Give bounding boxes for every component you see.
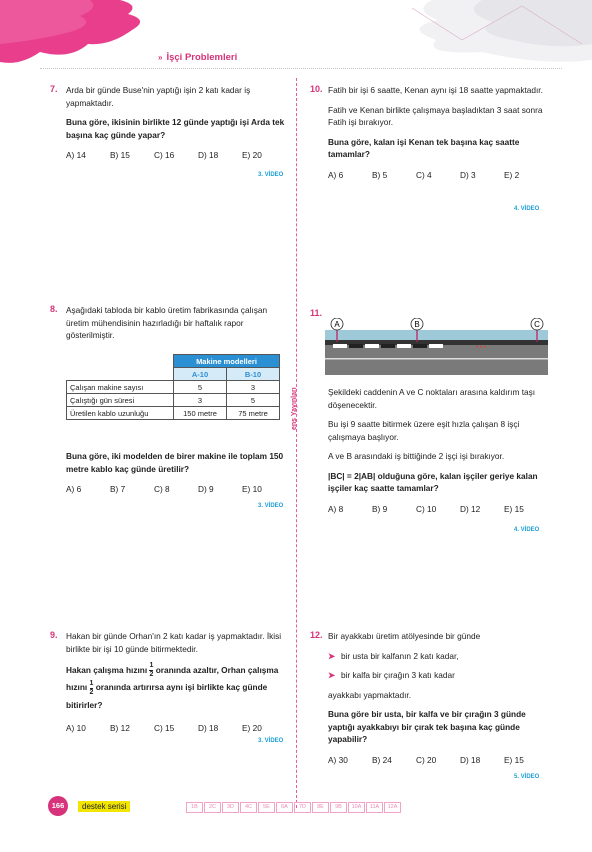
table-row: Üretilen kablo uzunluğu 150 metre 75 metre [67, 407, 280, 420]
question-number: 7. [50, 84, 58, 94]
answer-key-item: 5E [258, 802, 275, 813]
question-text: Hakan bir günde Orhan'ın 2 katı kadar iş yapmaktadır. İkisi birlikte bir işi 10 günde bitirmektedir. [66, 631, 282, 654]
options [66, 483, 288, 496]
answer-key-item: 7D [294, 802, 311, 813]
point-c-label: C [534, 320, 540, 329]
option[interactable]: A) 30 [328, 754, 348, 765]
ellipsis-dots: • • • [476, 345, 486, 351]
arrow-right-icon: ➤ [328, 650, 335, 661]
option[interactable]: A) 6 [328, 169, 344, 180]
answer-key-item: 10A [348, 802, 365, 813]
options [328, 754, 550, 767]
publisher-label: ens Yayınları [291, 387, 298, 430]
question-text: A ve B arasındaki iş bittiğinde 2 işçi işi bırakıyor. [328, 451, 505, 461]
answer-key-item: 11A [366, 802, 383, 813]
options [66, 722, 288, 735]
question-number: 8. [50, 304, 58, 314]
question-prompt: Buna göre, kalan işi Kenan tek başına kaç saatte tamamlar? [328, 136, 520, 159]
point-a-label: A [334, 320, 340, 329]
options [66, 149, 288, 162]
option[interactable]: A) 6 [66, 484, 82, 494]
options [328, 169, 550, 182]
question-text: ayakkabı yapmaktadır. [328, 689, 412, 700]
question-prompt: Buna göre, iki modelden de birer makine ile toplam 150 metre kablo kaç günde üretilir? [66, 451, 284, 474]
answer-key [186, 802, 402, 813]
question-number: 10. [310, 84, 323, 94]
option[interactable]: A) 8 [328, 503, 344, 514]
fraction: $\frac{1}{2}$ [149, 662, 154, 679]
answer-key-item: 2C [204, 802, 221, 813]
fraction: $\frac{1}{2}$ [89, 679, 94, 696]
question-10 [328, 84, 550, 181]
arrow-right-icon: ➤ [328, 670, 335, 680]
option[interactable]: B) 24 [372, 754, 392, 765]
option[interactable]: B) 12 [110, 722, 130, 733]
page-number: 166 [48, 796, 68, 816]
option[interactable]: D) 9 [198, 484, 214, 494]
question-prompt: |BC| = 2|AB| olduğuna göre, kalan işçiler geriye kalan işçiler kaç saatte tamamlar? [328, 470, 538, 493]
chevron-right-icon: » [158, 53, 163, 62]
question-prompt: Buna göre, ikisinin birlikte 12 günde yaptığı işi Arda tek başına kaç günde yapar? [66, 117, 285, 140]
answer-key-item: 3D [222, 802, 239, 813]
question-text: Şekildeki caddenin A ve C noktaları arasına kaldırım taşı döşenecektir. [328, 387, 536, 410]
option[interactable]: D) 12 [460, 503, 481, 514]
option[interactable]: B) 5 [372, 169, 388, 180]
question-text: Arda bir günde Buse'nin yaptığı işin 2 katı kadar iş yapmaktadır. [66, 85, 251, 108]
answer-key-item: 8E [312, 802, 329, 813]
bullet-item: ➤ bir kalfa bir çırağın 3 katı kadar [328, 670, 455, 680]
option[interactable]: D) 18 [198, 150, 219, 160]
question-text: Fatih ve Kenan birlikte çalışmaya başladıktan 3 saat sonra Fatih işi bırakıyor. [328, 104, 543, 127]
option[interactable]: C) 16 [154, 150, 175, 160]
option[interactable]: A) 14 [66, 150, 86, 160]
answer-key-item: 4C [240, 802, 257, 813]
machine-table [66, 354, 280, 420]
answer-key-item: 12A [384, 802, 401, 813]
question-8 [66, 304, 288, 349]
question-11 [328, 386, 550, 515]
option[interactable]: B) 9 [372, 503, 388, 514]
option[interactable]: C) 10 [416, 503, 437, 514]
option[interactable]: C) 8 [154, 484, 170, 494]
question-9 [66, 630, 288, 734]
option[interactable]: E) 2 [504, 169, 520, 180]
question-text: Bir ayakkabı üretim atölyesinde bir günde [328, 631, 481, 641]
question-text: Bu işi 9 saatte bitirmek üzere eşit hızla çalışan 8 işçi çalışmaya başlıyor. [328, 419, 520, 442]
option[interactable]: C) 15 [154, 722, 175, 733]
series-label: destek serisi [78, 801, 130, 812]
option[interactable]: D) 3 [460, 169, 476, 180]
option[interactable]: E) 15 [504, 754, 524, 765]
table-group-header: Makine modelleri [174, 355, 280, 368]
video-link[interactable]: 3. VİDEO [258, 172, 284, 178]
question-12 [328, 630, 550, 766]
table-row: Çalışan makine sayısı 5 3 [67, 381, 280, 394]
table-row: Çalıştığı gün süresi 3 5 [67, 394, 280, 407]
question-7 [66, 84, 288, 162]
answer-key-item: 9B [330, 802, 347, 813]
option[interactable]: E) 20 [242, 150, 262, 160]
video-link[interactable]: 5. VİDEO [514, 774, 540, 780]
question-number: 9. [50, 630, 58, 640]
section-title: » İşçi Problemleri [158, 52, 238, 63]
answer-key-item: 6A [276, 802, 293, 813]
video-link[interactable]: 4. VİDEO [514, 206, 540, 212]
option[interactable]: E) 10 [242, 484, 262, 494]
option[interactable]: E) 15 [504, 503, 524, 514]
option[interactable]: B) 15 [110, 150, 130, 160]
question-prompt: Buna göre bir usta, bir kalfa ve bir çırağın 3 günde yaptığı ayakkabıyı bir çırak tek başına kaç günde yapabilir? [328, 709, 526, 744]
option[interactable]: B) 7 [110, 484, 126, 494]
answer-key-item: 1B [186, 802, 203, 813]
question-number: 12. [310, 630, 323, 640]
option[interactable]: C) 4 [416, 169, 432, 180]
video-link[interactable]: 4. VİDEO [514, 527, 540, 533]
options [328, 503, 550, 516]
option[interactable]: E) 20 [242, 722, 262, 733]
video-link[interactable]: 3. VİDEO [258, 503, 284, 509]
table-header: A-10 [174, 368, 227, 381]
question-number: 11. [310, 308, 323, 318]
bullet-item: ➤ bir usta bir kalfanın 2 katı kadar, [328, 650, 459, 661]
option[interactable]: D) 18 [198, 722, 219, 733]
question-prompt: Hakan çalışma hızını $\frac{1}{2}$ oranında azaltır, Orhan çalışma hızını $\frac{1}{2}$ oranında artırırsa aynı işi birlikte kaç günde bitirirler? [66, 662, 279, 710]
gray-brush-decoration [392, 0, 592, 70]
question-text: Aşağıdaki tabloda bir kablo üretim fabrikasında çalışan üretim mühendisinin hazırladığı bir haftalık rapor gösterilmiştir. [66, 305, 268, 340]
pink-brush-decoration [0, 0, 150, 70]
video-link[interactable]: 3. VİDEO [258, 738, 284, 744]
option[interactable]: D) 18 [460, 754, 481, 765]
question-8-prompt [66, 450, 288, 496]
option[interactable]: A) 10 [66, 722, 86, 733]
road-figure [325, 318, 548, 382]
option[interactable]: C) 20 [416, 754, 437, 765]
question-text: Fatih bir işi 6 saatte, Kenan aynı işi 18 saatte yapmaktadır. [328, 85, 543, 95]
column-divider [296, 78, 297, 808]
point-b-label: B [414, 320, 420, 329]
table-header: B-10 [227, 368, 280, 381]
header-rule [40, 68, 562, 69]
